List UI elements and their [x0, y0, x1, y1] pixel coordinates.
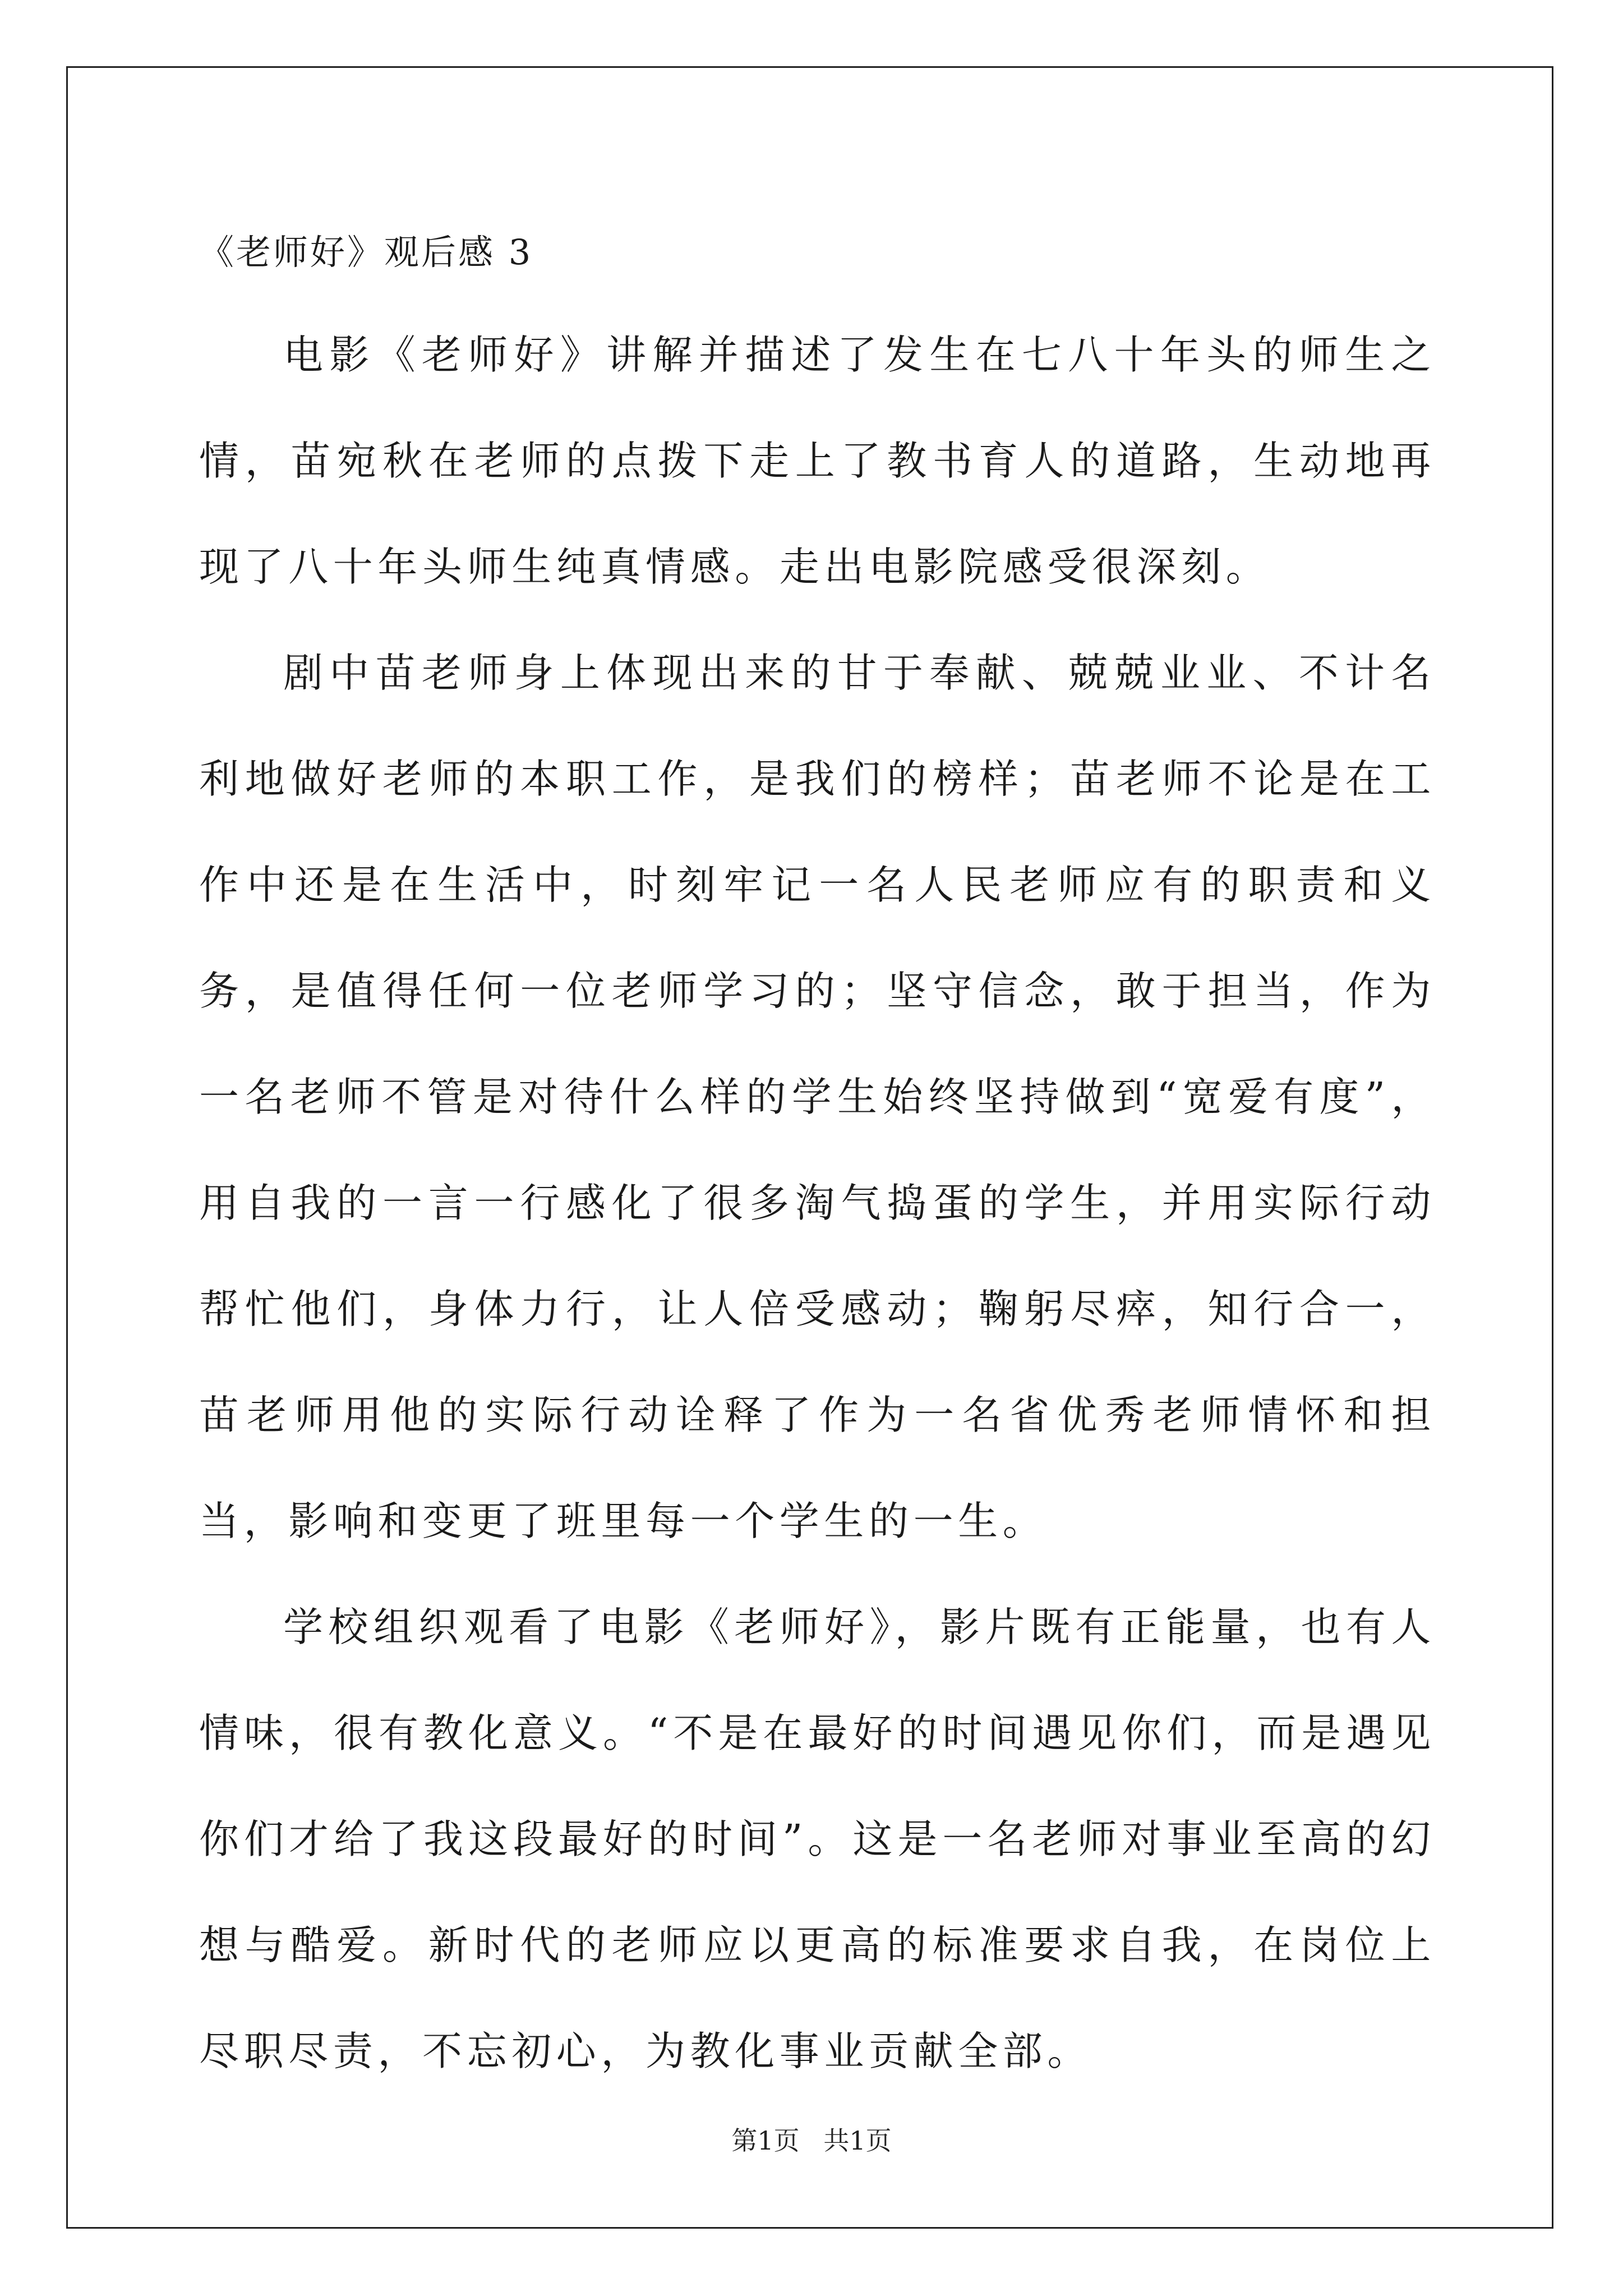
paragraph-2: 剧中苗老师身上体现出来的甘于奉献、兢兢业业、不计名利地做好老师的本职工作，是我们的榜样；苗老师不论是在工作中还是在生活中，时刻牢记一名人民老师应有的职责和义务，是值得任何一位老师学习的；坚守信念，敢于担当，作为一名老师不管是对待什么样的学生始终坚持做到“宽爱有度”，用自我的一言一行感化了很多淘气捣蛋的学生，并用实际行动帮忙他们，身体力行，让人倍受感动；鞠躬尽瘁，知行合一，苗老师用他的实际行动诠释了作为一名省优秀老师情怀和担当，影响和变更了班里每一个学生的一生。 [199, 650, 1436, 1544]
page-footer [0, 2124, 1623, 2157]
document-title: 《老师好》观后感 3 [199, 232, 533, 273]
paragraph-1: 电影《老师好》讲解并描述了发生在七八十年头的师生之情，苗宛秋在老师的点拨下走上了教书育人的道路，生动地再现了八十年头师生纯真情感。走出电影院感受很深刻。 [199, 332, 1436, 590]
page-total: 共1页 [823, 2125, 892, 2156]
page-number: 第1页 [731, 2125, 800, 2156]
paragraph-3: 学校组织观看了电影《老师好》，影片既有正能量，也有人情味，很有教化意义。“不是在最好的时间遇见你们，而是遇见你们才给了我这段最好的时间”。这是一名老师对事业至高的幻想与酷爱。新时代的老师应以更高的标准要求自我，在岗位上尽职尽责，不忘初心，为教化事业贡献全部。 [199, 1604, 1436, 2074]
document-body [199, 219, 1436, 2104]
